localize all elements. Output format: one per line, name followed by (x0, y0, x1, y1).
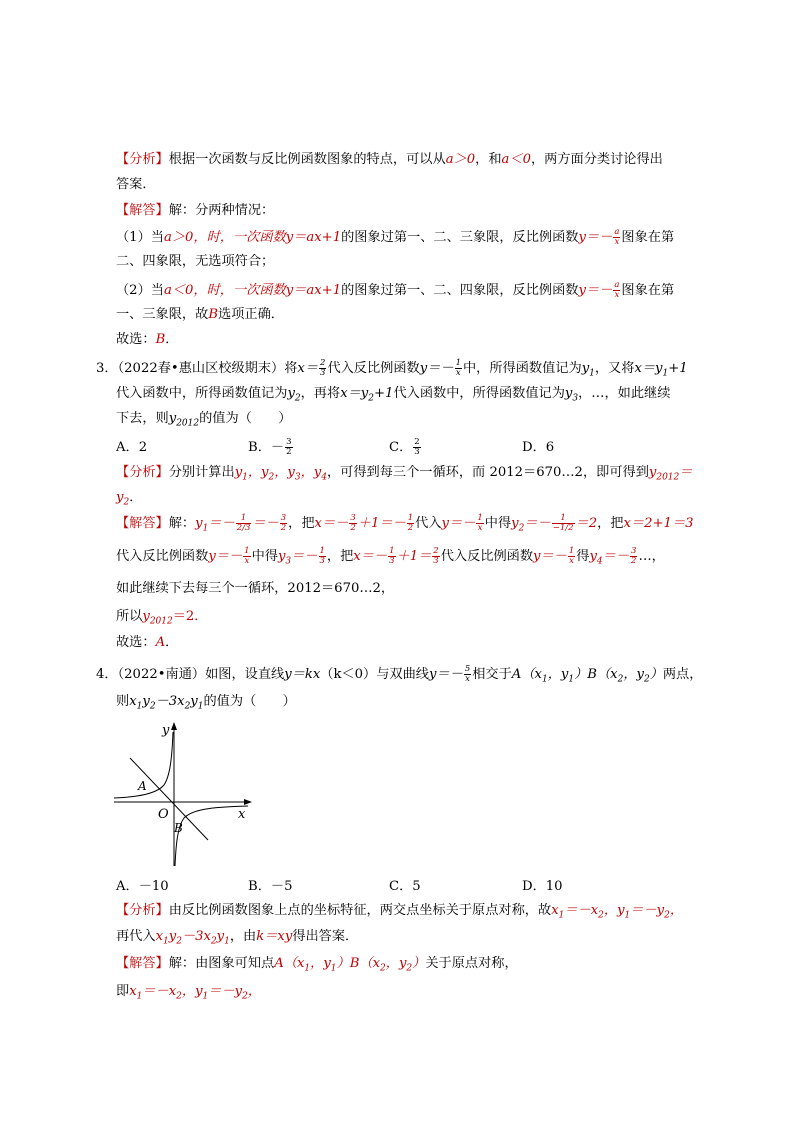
hyperbola-graph (108, 718, 258, 870)
q4-option-c: C．5 (389, 879, 421, 894)
question-3-line3 (116, 410, 291, 433)
question-4-line1 (96, 665, 702, 689)
answer-1-case2-line2 (116, 306, 284, 324)
text: 图象在第 (621, 283, 675, 298)
math: A (155, 635, 166, 650)
answer-3-line3: 如此继续下去每三个一循环，2012＝670…2， (116, 581, 395, 596)
answer-3-line2 (116, 547, 665, 571)
math: $A(x_1$，$y_1)B(x_2$，$y_2$） (511, 667, 663, 685)
math: $y_1=-$ $\frac{1}{2/3}$ ＝－ $\frac{3}{2}$ (195, 513, 287, 534)
text: 得 (576, 549, 590, 564)
math: $x_1=-x_2$，$y_1=-y_2$， (551, 903, 684, 921)
text: 代入反比例函数 (327, 361, 420, 376)
question-number: 4． (96, 667, 118, 682)
analysis-4-line1 (116, 902, 683, 925)
q4-option-b: B．－5 (248, 879, 293, 894)
math: $y_2$ (116, 490, 130, 508)
text: 所以 (116, 609, 143, 624)
math: $A(x_1$，$y_1)B(x_2$，$y_2$） (274, 956, 426, 974)
math: $y_3=-$ $\frac{1}{3}$ (277, 546, 325, 567)
text: ，…，如此继续 (578, 386, 671, 401)
text: 代入函数中，所得函数值记为 (116, 386, 288, 401)
analysis-1-line2: 答案． (116, 177, 156, 192)
x-axis-label: x (238, 807, 246, 822)
answer-tag: 【解答】 (116, 203, 169, 218)
answer-4-line2 (116, 983, 261, 1006)
text: ，把 (326, 549, 354, 564)
math: B (208, 307, 219, 322)
text: 再代入 (116, 929, 156, 944)
math: $x=y_2+1$ (340, 386, 394, 404)
math: $x_1y_2-3x_2y_1$ (155, 929, 230, 947)
option-label: B． (248, 440, 271, 455)
text: ，再将 (300, 386, 341, 401)
math: a＞0，时，一次函数 (163, 230, 286, 245)
math: $x_1y_2-3x_2y_1$ (129, 694, 204, 712)
answer-1-case1-line2: 二、四象限，无选项符合； (116, 254, 275, 269)
text: 的图象过第一、二、三象限，反比例函数 (341, 230, 579, 245)
text: 相交于 (472, 667, 512, 682)
math: $y_2$ (287, 386, 301, 404)
text: 根据一次函数与反比例函数图象的特点，可以从 (168, 152, 446, 167)
text: 中得 (484, 516, 512, 531)
math: x＝ $\frac{2}{3}$ (297, 358, 326, 378)
math: y＝－ $\frac{1}{x}$ (419, 358, 461, 378)
math: y＝kx (284, 667, 321, 682)
analysis-1-line1 (116, 151, 663, 169)
text: 代入 (415, 516, 442, 531)
origin-label: O (158, 807, 169, 822)
answer-4-line1 (116, 955, 518, 978)
analysis-tag: 【分析】 (116, 152, 169, 167)
answer-3-line4 (116, 608, 208, 631)
text: 图象在第 (621, 230, 675, 245)
text: 则 (116, 694, 130, 709)
text: 选项正确． (218, 307, 284, 322)
math: $y_{2012}=$ (648, 465, 693, 483)
text: 解：由图象可知点 (168, 956, 275, 971)
math: $x=y_1+1$ (634, 361, 688, 379)
text: 的图象过第一、二、四象限，反比例函数 (341, 283, 579, 298)
text: …， (638, 549, 665, 564)
text: ． (165, 635, 179, 650)
math: y＝－ $\frac{1}{x}$ (441, 513, 483, 533)
text: 关于原点对称， (425, 956, 518, 971)
answer-1-case1 (116, 228, 674, 247)
text: ． (129, 490, 143, 505)
math: $y_{2012}$ (142, 609, 173, 627)
question-4-line2 (116, 693, 296, 716)
text: 代入反比例函数 (116, 549, 209, 564)
y-axis-label: y (162, 723, 170, 738)
text: ，把 (288, 516, 315, 531)
text: ，由 (229, 929, 257, 944)
math: ＝2． (172, 609, 208, 624)
formula-y-neg-a-over-x: y＝－ $\frac{a}{x}$ (578, 280, 620, 300)
math: $y_1$，$y_2$，$y_3$，$y_4$ (234, 465, 327, 483)
math: $y_2=-$ $\frac{1}{-1/2}$ ＝2 (511, 513, 598, 534)
text: 解： (168, 516, 196, 531)
math: y＝ax+1 (285, 283, 342, 298)
analysis-tag: 【分析】 (116, 465, 169, 480)
math: x＝－ $\frac{3}{2}$ ＋1＝－ $\frac{1}{2}$ (314, 513, 414, 533)
point-b-label: B (174, 821, 183, 835)
math: $x_1=-x_2$，$y_1=-y_2$， (129, 984, 262, 1002)
text: ，可得到每三个一循环，而 2012＝670…2，即可得到 (327, 465, 649, 480)
text: 故选： (116, 635, 156, 650)
question-3-line2 (116, 385, 670, 408)
math: B (155, 332, 166, 347)
point-a-label: A (138, 779, 147, 793)
text: 代入反比例函数 (440, 549, 534, 564)
math: y＝ax+1 (285, 230, 342, 245)
answer-1-line1 (116, 202, 274, 220)
answer-3-choice (116, 634, 178, 652)
analysis-tag: 【分析】 (116, 903, 169, 918)
math: k＝xy (256, 929, 293, 944)
math: y＝－ $\frac{5}{x}$ (428, 664, 471, 684)
text: 故选： (116, 332, 156, 347)
y-axis (171, 722, 177, 866)
q4-option-d: D．10 (522, 879, 563, 894)
math: y＝－ $\frac{1}{x}$ (533, 546, 575, 566)
math: a＜0，时，一次函数 (163, 283, 286, 298)
x-axis (114, 799, 252, 805)
question-3-line1 (96, 359, 688, 383)
option-label: C． (389, 440, 413, 455)
text: 解：分两种情况： (168, 203, 275, 218)
answer-tag: 【解答】 (116, 516, 169, 531)
text: 分别计算出 (168, 465, 235, 480)
formula-y-neg-a-over-x: y＝－ $\frac{a}{x}$ (578, 227, 620, 247)
q3-option-d: D．6 (522, 440, 555, 455)
math: $y_3$ (564, 386, 579, 404)
answer-1-choice (116, 331, 178, 349)
text: ，和 (475, 152, 502, 167)
math: x＝－ $\frac{1}{3}$ ＋1＝ $\frac{2}{3}$ (353, 546, 439, 566)
q3-option-c: C． $\frac{2}{3}$ (389, 437, 420, 457)
text: 即 (116, 984, 130, 999)
text: （2）当 (116, 283, 164, 298)
math: $y_4=-$ $\frac{3}{2}$ (589, 546, 637, 567)
text: ，两方面分类讨论得出 (530, 152, 663, 167)
math: $y_1$ (581, 361, 595, 379)
text: ． (165, 332, 179, 347)
math: a＞0 (445, 152, 476, 167)
analysis-3-line1 (116, 464, 692, 487)
answer-3-line1 (116, 514, 694, 538)
text: 下去，则 (116, 411, 169, 426)
q3-option-b: B．－ $\frac{3}{2}$ (248, 437, 292, 457)
analysis-4-line2 (116, 928, 358, 951)
text: ，又将 (594, 361, 635, 376)
text: 中，所得函数值记为 (463, 361, 582, 376)
text: 的值为（ ） (199, 411, 292, 426)
answer-1-case2 (116, 281, 674, 300)
text: 一、三象限，故 (116, 307, 209, 322)
text: 得出答案． (292, 929, 359, 944)
text: （k＜0）与双曲线 (320, 667, 429, 682)
text: （2022•南通）如图，设直线 (117, 667, 285, 682)
q3-option-a: A．2 (116, 440, 148, 455)
math: $y_{2012}$ (168, 411, 200, 429)
text: 中得 (251, 549, 278, 564)
analysis-3-line2 (116, 489, 142, 512)
text: 由反比例函数图象上点的坐标特征，两交点坐标关于原点对称，故 (168, 903, 552, 918)
question-number: 3． (96, 361, 118, 376)
text: （2022春•惠山区校级期末）将 (117, 361, 298, 376)
math: a＜0 (501, 152, 531, 167)
text: 代入函数中，所得函数值记为 (393, 386, 565, 401)
q4-option-a: A．－10 (116, 879, 169, 894)
text: （1）当 (116, 230, 164, 245)
math: y＝－ $\frac{1}{x}$ (208, 546, 250, 566)
text: 的值为（ ） (203, 694, 296, 709)
text: 两点， (662, 667, 703, 682)
math: x＝2+1＝3 (623, 516, 694, 531)
text: ，把 (597, 516, 624, 531)
answer-tag: 【解答】 (116, 956, 169, 971)
